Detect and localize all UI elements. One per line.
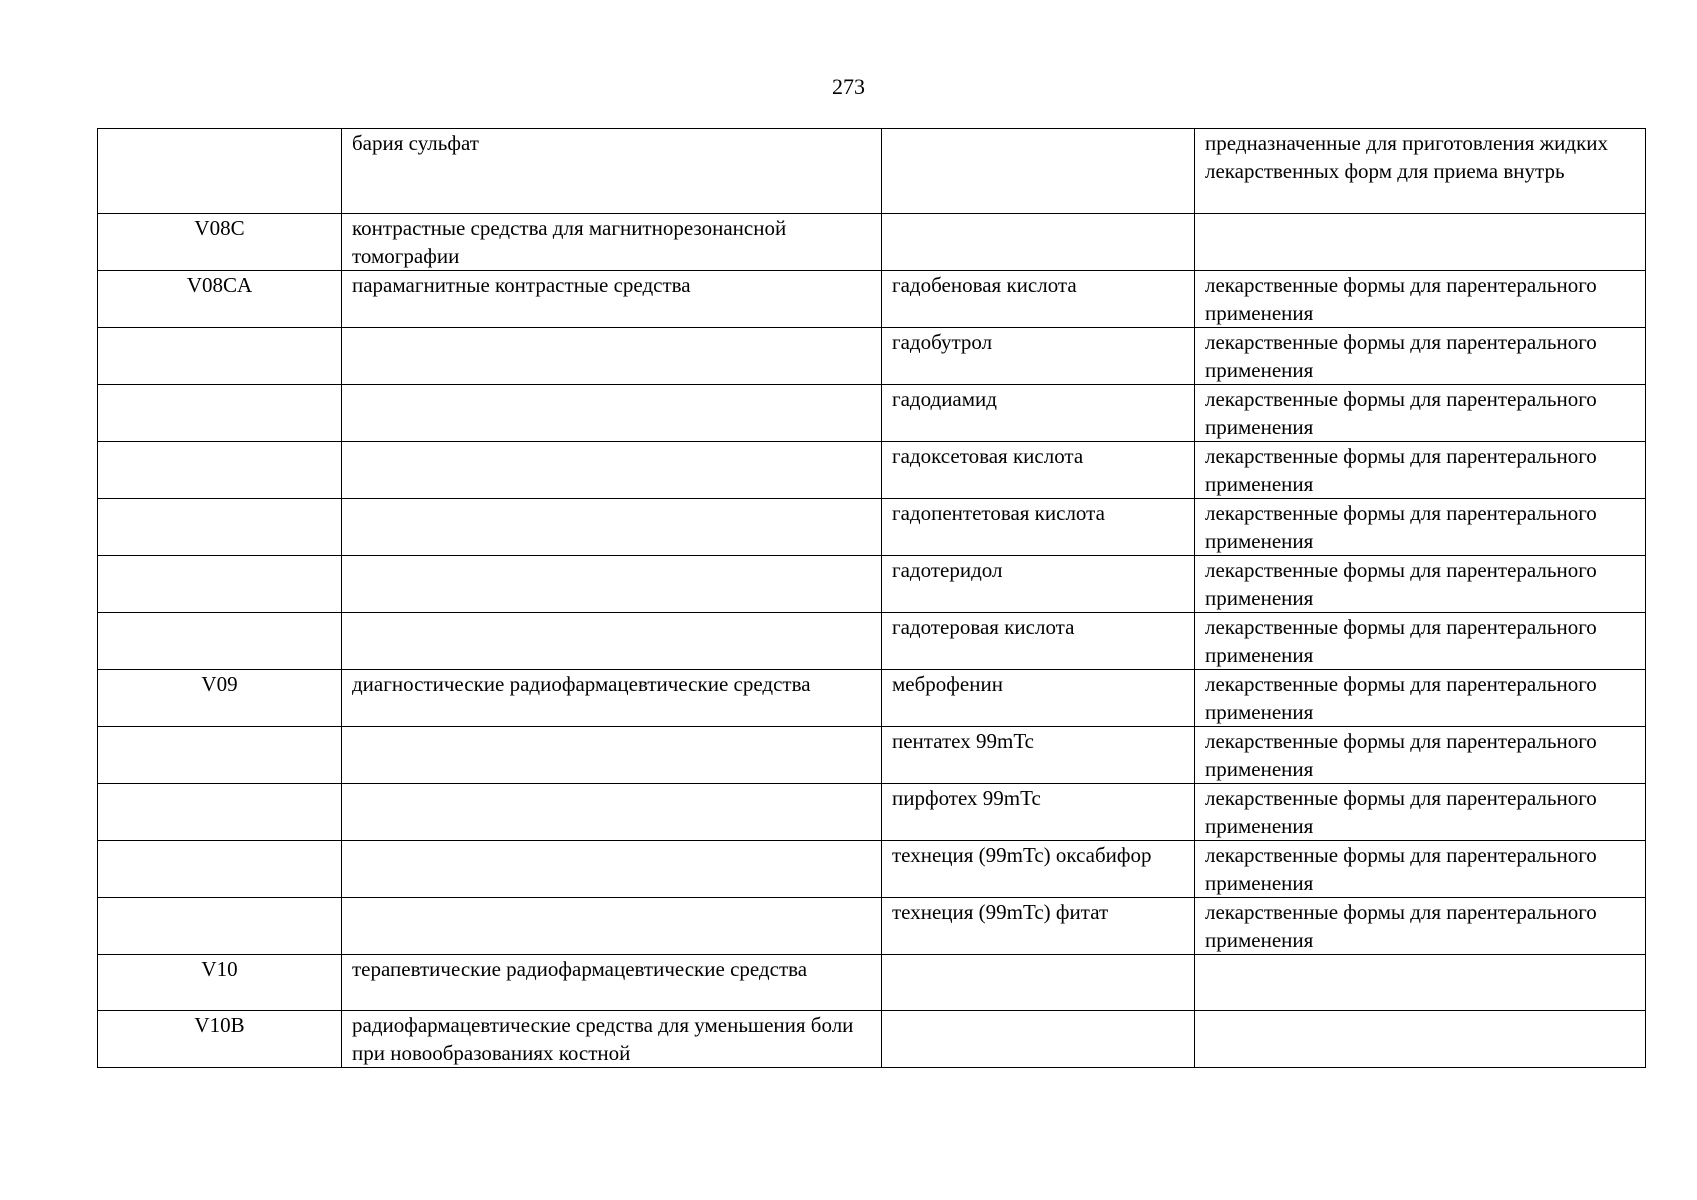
group-name-cell — [342, 613, 882, 670]
drug-name-cell: пентатех 99mTc — [882, 727, 1195, 784]
group-name-cell — [342, 385, 882, 442]
atc-code-cell — [98, 556, 342, 613]
dosage-form-cell: лекарственные формы для парентерального применения — [1195, 784, 1646, 841]
table-row — [98, 784, 1646, 841]
drug-classification-table — [97, 128, 1646, 1068]
drug-name-cell: гадотеридол — [882, 556, 1195, 613]
drug-name-cell: гадобутрол — [882, 328, 1195, 385]
group-name-cell — [342, 784, 882, 841]
dosage-form-cell: лекарственные формы для парентерального применения — [1195, 670, 1646, 727]
table-row — [98, 385, 1646, 442]
atc-code-cell — [98, 784, 342, 841]
drug-name-cell — [882, 1011, 1195, 1068]
table-row — [98, 328, 1646, 385]
table-row — [98, 271, 1646, 328]
atc-code-cell — [98, 841, 342, 898]
table-row — [98, 955, 1646, 1011]
dosage-form-cell — [1195, 955, 1646, 1011]
atc-code-cell — [98, 442, 342, 499]
dosage-form-cell: лекарственные формы для парентерального применения — [1195, 328, 1646, 385]
drug-name-cell: гадобеновая кислота — [882, 271, 1195, 328]
group-name-cell — [342, 898, 882, 955]
table-row — [98, 841, 1646, 898]
drug-name-cell — [882, 955, 1195, 1011]
atc-code-cell: V08C — [98, 214, 342, 271]
table-row — [98, 727, 1646, 784]
drug-name-cell — [882, 214, 1195, 271]
table-row — [98, 556, 1646, 613]
group-name-cell: радиофармацевтические средства для уменьшения боли при новообразованиях костной — [342, 1011, 882, 1068]
group-name-cell: диагностические радиофармацевтические средства — [342, 670, 882, 727]
atc-code-cell — [98, 129, 342, 214]
table-row — [98, 129, 1646, 214]
dosage-form-cell: лекарственные формы для парентерального применения — [1195, 556, 1646, 613]
group-name-cell: бария сульфат — [342, 129, 882, 214]
group-name-cell: парамагнитные контрастные средства — [342, 271, 882, 328]
table-row — [98, 898, 1646, 955]
atc-code-cell: V10 — [98, 955, 342, 1011]
dosage-form-cell: предназначенные для приготовления жидких лекарственных форм для приема внутрь — [1195, 129, 1646, 214]
atc-code-cell: V09 — [98, 670, 342, 727]
group-name-cell — [342, 499, 882, 556]
page-number: 273 — [832, 74, 865, 99]
table-row — [98, 214, 1646, 271]
table-row — [98, 1011, 1646, 1068]
drug-name-cell: пирфотех 99mTc — [882, 784, 1195, 841]
group-name-cell — [342, 556, 882, 613]
drug-name-cell: технеция (99mTc) фитат — [882, 898, 1195, 955]
drug-name-cell: гадопентетовая кислота — [882, 499, 1195, 556]
dosage-form-cell: лекарственные формы для парентерального применения — [1195, 613, 1646, 670]
drug-name-cell: меброфенин — [882, 670, 1195, 727]
table-row — [98, 499, 1646, 556]
dosage-form-cell: лекарственные формы для парентерального применения — [1195, 499, 1646, 556]
drug-name-cell: гадоксетовая кислота — [882, 442, 1195, 499]
atc-code-cell — [98, 499, 342, 556]
group-name-cell — [342, 328, 882, 385]
atc-code-cell — [98, 898, 342, 955]
group-name-cell — [342, 727, 882, 784]
drug-name-cell: гадодиамид — [882, 385, 1195, 442]
drug-name-cell: гадотеровая кислота — [882, 613, 1195, 670]
drug-name-cell: технеция (99mTc) оксабифор — [882, 841, 1195, 898]
group-name-cell: терапевтические радиофармацевтические средства — [342, 955, 882, 1011]
dosage-form-cell — [1195, 1011, 1646, 1068]
group-name-cell — [342, 841, 882, 898]
dosage-form-cell: лекарственные формы для парентерального применения — [1195, 385, 1646, 442]
table-row — [98, 442, 1646, 499]
dosage-form-cell — [1195, 214, 1646, 271]
dosage-form-cell: лекарственные формы для парентерального применения — [1195, 442, 1646, 499]
group-name-cell — [342, 442, 882, 499]
atc-code-cell: V10B — [98, 1011, 342, 1068]
group-name-cell: контрастные средства для магнитнорезонансной томографии — [342, 214, 882, 271]
table-row — [98, 670, 1646, 727]
dosage-form-cell: лекарственные формы для парентерального применения — [1195, 841, 1646, 898]
dosage-form-cell: лекарственные формы для парентерального применения — [1195, 271, 1646, 328]
drug-name-cell — [882, 129, 1195, 214]
dosage-form-cell: лекарственные формы для парентерального применения — [1195, 727, 1646, 784]
atc-code-cell — [98, 727, 342, 784]
atc-code-cell — [98, 328, 342, 385]
atc-code-cell: V08CA — [98, 271, 342, 328]
table-row — [98, 613, 1646, 670]
dosage-form-cell: лекарственные формы для парентерального применения — [1195, 898, 1646, 955]
atc-code-cell — [98, 613, 342, 670]
atc-code-cell — [98, 385, 342, 442]
